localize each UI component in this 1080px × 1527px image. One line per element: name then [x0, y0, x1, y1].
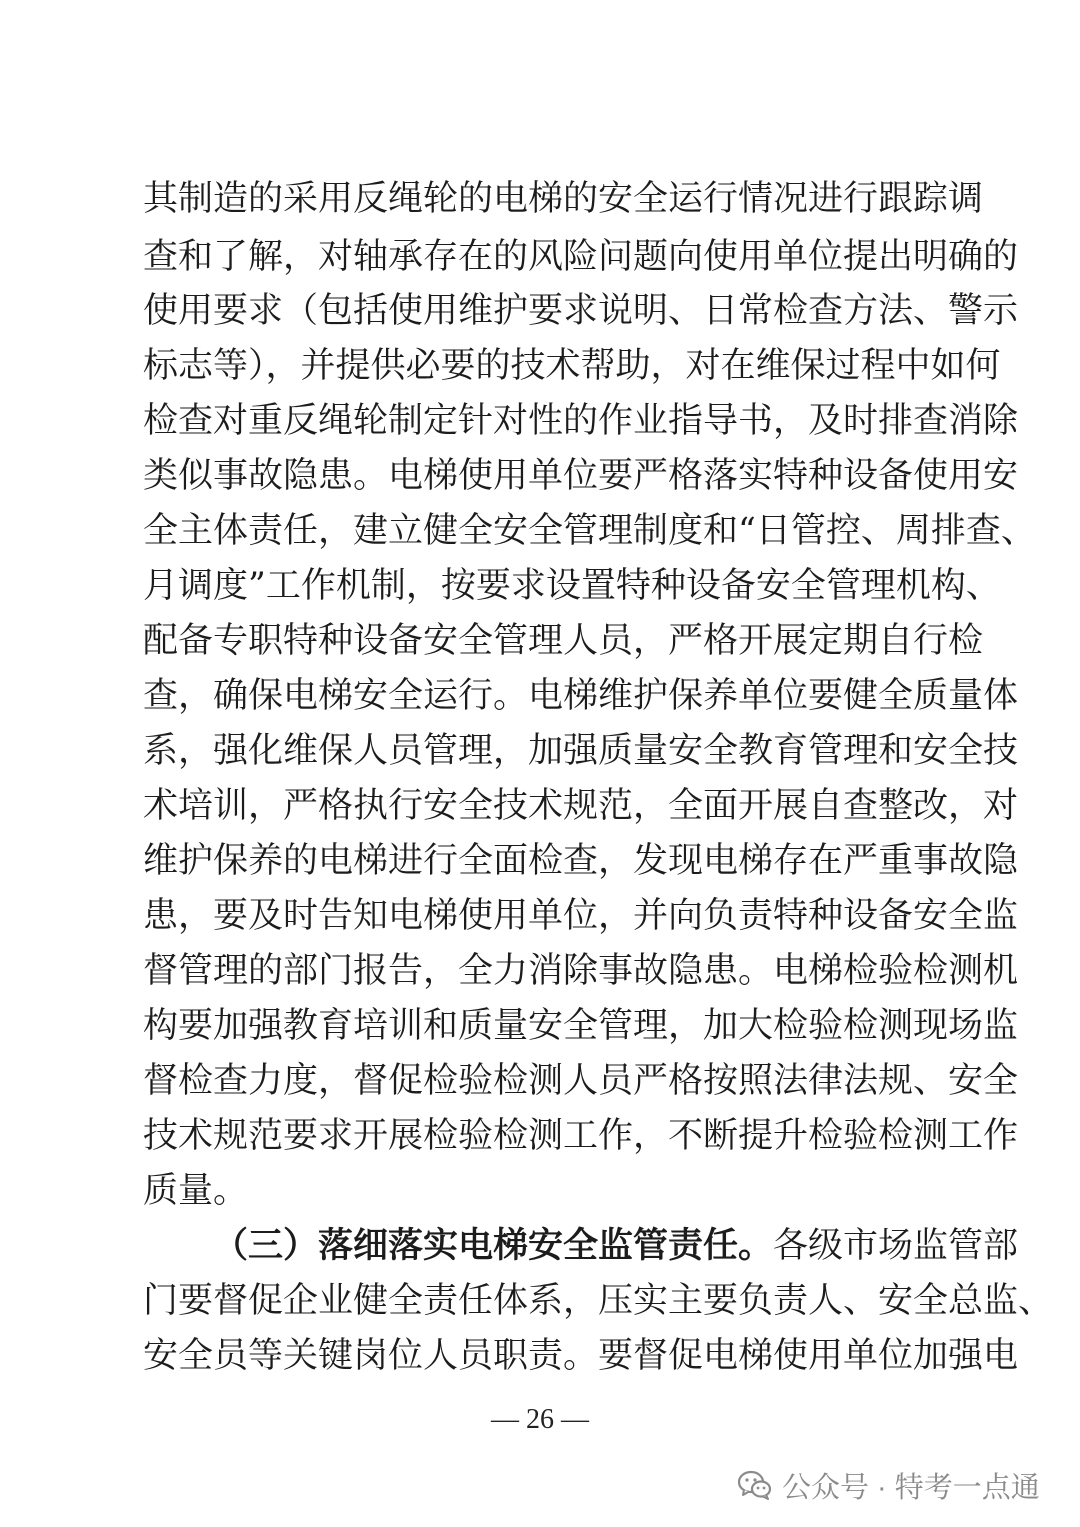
paragraph-line: 督检查力度，督促检验检测人员严格按照法律法规、安全: [143, 1061, 1019, 1101]
paragraph-line: 全主体责任，建立健全安全管理制度和“日管控、周排查、: [143, 511, 1036, 551]
paragraph-line: 检查对重反绳轮制定针对性的作业指导书，及时排查消除: [143, 401, 1019, 441]
paragraph-line: 其制造的采用反绳轮的电梯的安全运行情况进行跟踪调: [143, 179, 984, 219]
section-heading-rest: 各级市场监管部: [773, 1226, 1019, 1266]
paragraph-line: 安全员等关键岗位人员职责。要督促电梯使用单位加强电: [143, 1336, 1019, 1376]
paragraph-line: 构要加强教育培训和质量安全管理，加大检验检测现场监: [143, 1006, 1019, 1046]
watermark-text: 公众号 · 特考一点通: [782, 1471, 1040, 1504]
watermark: [738, 1462, 1040, 1508]
paragraph-line: 配备专职特种设备安全管理人员，严格开展定期自行检: [143, 621, 984, 661]
paragraph-line: 患，要及时告知电梯使用单位，并向负责特种设备安全监: [143, 896, 1019, 936]
paragraph-line: 门要督促企业健全责任体系，压实主要负责人、安全总监、: [143, 1281, 1054, 1321]
paragraph-line: 类似事故隐患。电梯使用单位要严格落实特种设备使用安: [143, 456, 1019, 496]
paragraph-line: 维护保养的电梯进行全面检查，发现电梯存在严重事故隐: [143, 841, 1019, 881]
paragraph-line: 系，强化维保人员管理，加强质量安全教育管理和安全技: [143, 731, 1019, 771]
paragraph-line: 督管理的部门报告，全力消除事故隐患。电梯检验检测机: [143, 951, 1019, 991]
paragraph-line: 查，确保电梯安全运行。电梯维护保养单位要健全质量体: [143, 676, 1019, 716]
paragraph-line: 技术规范要求开展检验检测工作，不断提升检验检测工作: [143, 1116, 1019, 1156]
page-number: — 26 —: [491, 1404, 589, 1435]
wechat-icon: [738, 1470, 772, 1500]
section-first-line: [213, 1219, 1019, 1273]
paragraph-line: 使用要求（包括使用维护要求说明、日常检查方法、警示: [143, 291, 1019, 331]
paragraph-line: 质量。: [143, 1171, 249, 1211]
paragraph-line: 月调度”工作机制，按要求设置特种设备安全管理机构、: [143, 566, 1001, 606]
paragraph-line: 标志等），并提供必要的技术帮助，对在维保过程中如何: [143, 346, 1001, 386]
section-heading: （三）落细落实电梯安全监管责任。: [213, 1225, 774, 1266]
paragraph-line: 术培训，严格执行安全技术规范，全面开展自查整改，对: [143, 786, 1019, 826]
paragraph-line: 查和了解，对轴承存在的风险问题向使用单位提出明确的: [143, 237, 1019, 277]
